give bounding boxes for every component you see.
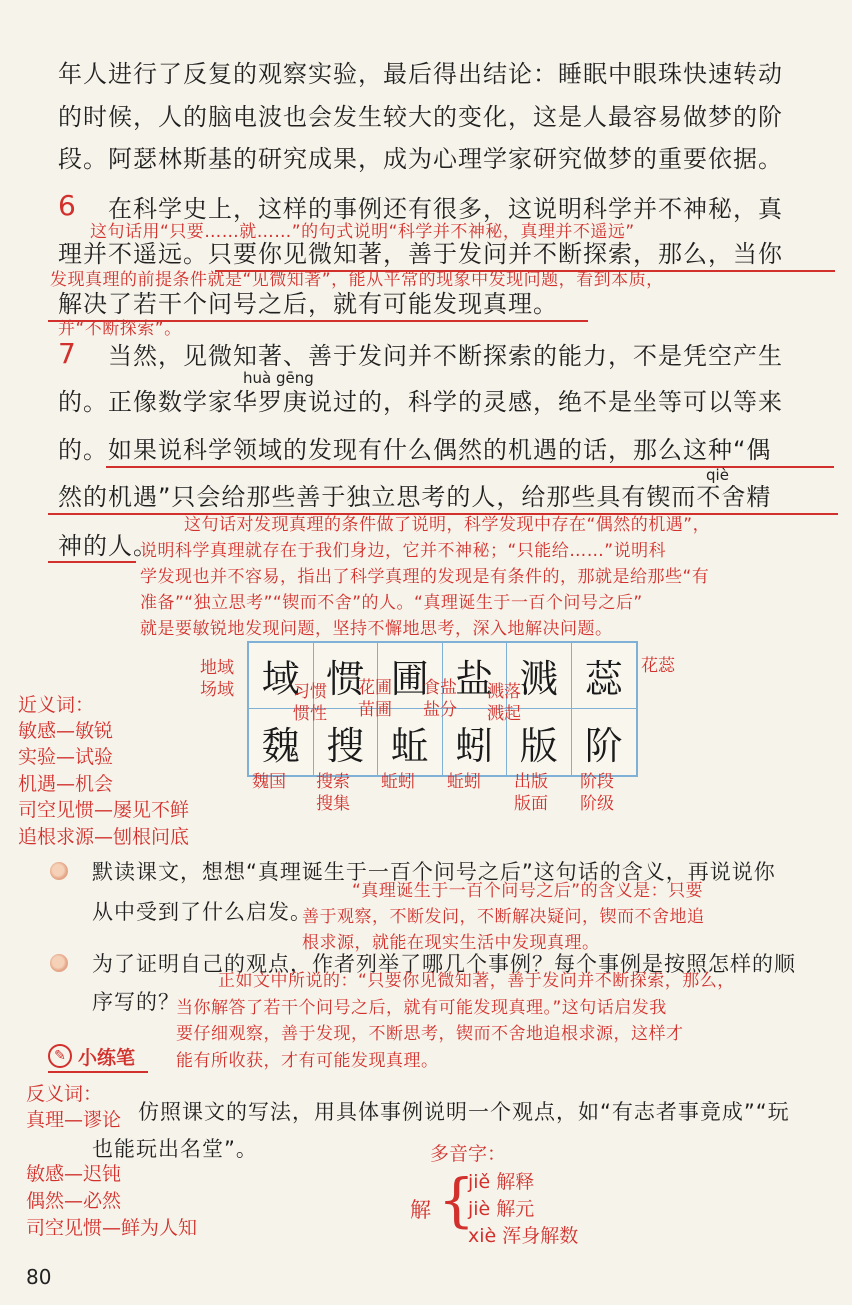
annotation-line: 准备”“独立思考”“锲而不舍”的人。“真理诞生于一百个问号之后”	[140, 593, 643, 613]
annotation-line: 学发现也并不容易，指出了科学真理的发现是有条件的，那就是给那些“有	[140, 567, 710, 587]
table-char: 溅	[507, 643, 572, 709]
pinyin: huà gēng	[243, 369, 314, 387]
word-annotation: 习惯 惯性	[293, 682, 327, 724]
synonym-item: 司空见惯—屡见不鲜	[18, 799, 190, 821]
polyphone-reading: jiè 解元	[468, 1198, 535, 1220]
antonym-item: 司空见惯—鲜为人知	[26, 1217, 198, 1239]
word-annotation: 溅落 溅起	[487, 682, 521, 724]
table-char: 圃	[378, 643, 443, 709]
word-annotation: 地域 场域	[200, 658, 234, 700]
answer-line: 当你解答了若干个问号之后，就有可能发现真理。”这句话启发我	[176, 998, 667, 1018]
word-annotation: 食盐 盐分	[423, 678, 457, 720]
answer-line: 善于观察，不断发问，不断解决疑问，锲而不舍地追	[302, 907, 705, 927]
word-annotation: 花圃 苗圃	[358, 678, 392, 720]
synonyms-title: 近义词：	[18, 694, 95, 716]
body-line: 然的机遇”只会给那些善于独立思考的人，给那些具有锲而不舍精	[58, 483, 772, 511]
synonym-item: 敏感—敏锐	[18, 720, 114, 742]
antonym-item: 偶然—必然	[26, 1190, 122, 1212]
answer-line: 要仔细观察，善于发现，不断思考，锲而不舍地追根求源，这样才	[176, 1024, 684, 1044]
table-char: 盐	[443, 643, 508, 709]
antonym-item: 敏感—迟钝	[26, 1163, 122, 1185]
question-bullet-icon	[50, 862, 68, 880]
question-line: 为了证明自己的观点，作者列举了哪几个事例？每个事例是按照怎样的顺	[92, 952, 796, 976]
word-annotation: 魏国	[252, 772, 286, 792]
annotation-line: 就是要敏锐地发现问题，坚持不懈地思考，深入地解决问题。	[140, 619, 613, 639]
page-number: 80	[26, 1265, 52, 1289]
body-line: 神的人。	[58, 532, 158, 560]
annotation-line: 这句话用“只要……就……”的句式说明“科学并不神秘，真理并不遥远”	[90, 222, 635, 242]
underline	[48, 561, 136, 563]
exercise-line: 也能玩出名堂”。	[92, 1137, 258, 1161]
question-bullet-icon	[50, 954, 68, 972]
table-char: 域	[249, 643, 314, 709]
body-line: 的时候，人的脑电波也会发生较大的变化，这是人最容易做梦的阶	[58, 103, 783, 131]
table-char: 蕊	[572, 643, 637, 709]
exercise-underline	[48, 1071, 148, 1073]
word-annotation: 阶段 阶级	[580, 772, 614, 814]
annotation-line: 并“不断探索”。	[58, 319, 182, 339]
polyphone-char: 解	[410, 1198, 431, 1222]
polyphone-reading: jiě 解释	[468, 1171, 535, 1193]
body-line: 在科学史上，这样的事例还有很多，这说明科学并不神秘，真	[108, 195, 783, 223]
word-annotation: 出版 版面	[514, 772, 548, 814]
body-line: 段。阿瑟林斯基的研究成果，成为心理学家研究做梦的重要依据。	[58, 145, 783, 173]
annotation-line: 发现真理的前提条件就是“见微知著”，能从平常的现象中发现问题，看到本质，	[50, 270, 664, 290]
polyphone-reading: xiè 浑身解数	[468, 1225, 579, 1247]
pencil-icon: ✎	[48, 1044, 72, 1068]
brace-icon: {	[438, 1166, 475, 1234]
word-annotation: 蚯蚓	[447, 772, 481, 792]
exercise-label: 小练笔	[78, 1046, 136, 1069]
table-char: 蚯	[378, 709, 443, 775]
annotation-line: 这句话对发现真理的条件做了说明，科学发现中存在“偶然的机遇”，	[184, 515, 711, 535]
body-line: 当然，见微知著、善于发问并不断探索的能力，不是凭空产生	[108, 342, 783, 370]
word-annotation: 搜索 搜集	[316, 772, 350, 814]
synonym-item: 追根求源—刨根问底	[18, 826, 190, 848]
table-char: 阶	[584, 723, 623, 768]
exercise-line: 仿照课文的写法，用具体事例说明一个观点，如“有志者事竟成”“玩	[138, 1100, 790, 1124]
table-char: 魏	[249, 709, 314, 775]
table-char: 蚓	[443, 709, 508, 775]
body-line: 解决了若干个问号之后，就有可能发现真理。	[58, 290, 558, 318]
question-line: 序写的？	[92, 990, 180, 1014]
body-line: 理并不遥远。只要你见微知著，善于发问并不断探索，那么，当你	[58, 240, 783, 268]
question-line: 从中受到了什么启发。	[92, 900, 312, 924]
paragraph-number: 7	[58, 337, 76, 370]
answer-line: 能有所收获，才有可能发现真理。	[176, 1051, 439, 1071]
table-char: 版	[507, 709, 572, 775]
table-char: 惯	[314, 643, 379, 709]
answer-line: 根求源，就能在现实生活中发现真理。	[302, 933, 600, 953]
body-line: 的。如果说科学领域的发现有什么偶然的机遇的话，那么这种“偶	[58, 436, 772, 464]
answer-line: “真理诞生于一百个问号之后”的含义是：只要	[352, 881, 704, 901]
antonym-item: 真理—谬论	[26, 1109, 122, 1131]
antonyms-title: 反义词：	[26, 1083, 103, 1105]
table-char: 搜	[314, 709, 379, 775]
word-annotation: 蚯蚓	[381, 772, 415, 792]
paragraph-number: 6	[58, 189, 76, 222]
body-line: 年人进行了反复的观察实验，最后得出结论：睡眠中眼珠快速转动	[58, 60, 783, 88]
body-line: 的。正像数学家华罗庚说过的，科学的灵感，绝不是坐等可以等来	[58, 388, 783, 416]
exercise-badge	[48, 1041, 135, 1071]
synonym-item: 实验—试验	[18, 746, 114, 768]
pinyin: qiè	[706, 466, 729, 484]
answer-line: 正如文中所说的：“只要你见微知著，善于发问并不断探索，那么，	[218, 971, 735, 991]
polyphone-title: 多音字：	[430, 1143, 507, 1165]
annotation-line: 说明科学真理就存在于我们身边，它并不神秘；“只能给……”说明科	[140, 541, 667, 561]
word-annotation: 花蕊	[641, 656, 675, 676]
question-line: 默读课文，想想“真理诞生于一百个问号之后”这句话的含义，再说说你	[92, 860, 776, 884]
synonym-item: 机遇—机会	[18, 773, 114, 795]
